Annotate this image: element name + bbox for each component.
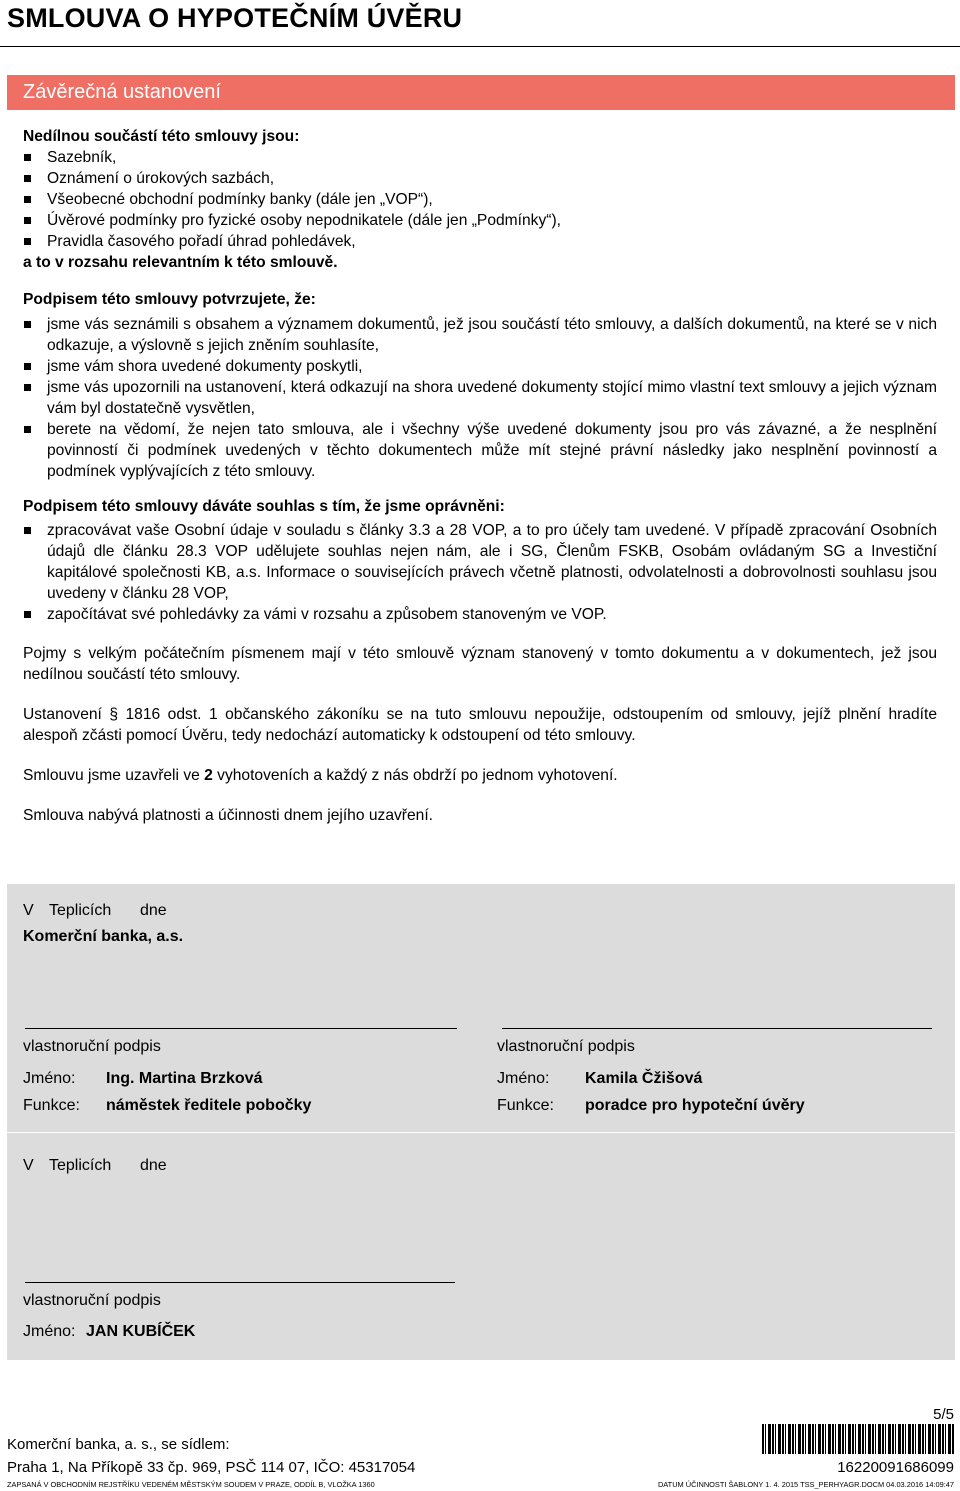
- list-item: Oznámení o úrokových sazbách,: [23, 168, 937, 189]
- template-info: DATUM ÚČINNOSTI ŠABLONY 1. 4. 2015 TSS_PERHYAGR.DOCM 04.03.2016 14:09:47: [657, 1480, 954, 1489]
- place-date-label: dne: [140, 1157, 167, 1174]
- company-seat: Komerční banka, a. s., se sídlem:: [7, 1436, 230, 1453]
- name-label-client: Jméno:: [23, 1323, 76, 1340]
- place-date-label: dne: [140, 902, 167, 919]
- signature-label-2: vlastnoruční podpis: [497, 1038, 635, 1055]
- law-paragraph: Ustanovení § 1816 odst. 1 občanského zákoníku se na tuto smlouvu nepoužije, odstoupením od smlouvy, jejíž plnění hradíte alespoň zčásti pomocí Úvěru, tedy nedochází automaticky k odstoupení od této smlouvy.: [23, 706, 937, 744]
- place-city: Teplicích: [49, 1157, 112, 1174]
- list-item: jsme vás upozornili na ustanovení, která odkazují na shora uvedené dokumenty stojící mimo vlastní text smlouvy a jejich význam vám byl dostatečně vysvětlen,: [23, 377, 937, 419]
- client-signature-box: [7, 1133, 955, 1360]
- list-item: započítávat své pohledávky za vámi v rozsahu a způsobem stanoveným ve VOP.: [23, 604, 937, 625]
- list-item: Sazebník,: [23, 147, 937, 168]
- barcode: [762, 1424, 954, 1454]
- signature-label-1: vlastnoruční podpis: [23, 1038, 161, 1055]
- list-item: zpracovávat vaše Osobní údaje v souladu s články 3.3 a 28 VOP, a to pro účely tam uvedené. V případě zpracování Osobních údajů dle článku 28.3 VOP udělujete souhlas nejen nám, ale i SG, Členům FSKB, Osobám ovládaným SG a Investiční kapitálové společnosti KB, a.s. Informace o souvisejících právech včetně platnosti, odvolatelnosti a dobrovolnosti souhlasu jsou uvedeny v článku 28 VOP,: [23, 520, 937, 604]
- page-footer: [0, 1400, 960, 1491]
- copies-paragraph: [23, 765, 937, 786]
- signer-1-function: náměstek ředitele pobočky: [106, 1097, 312, 1114]
- signature-line-1: [25, 1028, 457, 1029]
- consent-list: [23, 520, 937, 625]
- list-item: jsme vám shora uvedené dokumenty poskytli,: [23, 356, 937, 377]
- registry-note: ZAPSANÁ V OBCHODNÍM REJSTŘÍKU VEDENÉM MĚSTSKÝM SOUDEM V PRAZE, ODDÍL B, VLOŽKA 1360: [7, 1480, 375, 1489]
- section-header: Závěrečná ustanovení: [7, 75, 955, 110]
- place-v: V: [23, 1157, 34, 1174]
- list-item: Pravidla časového pořadí úhrad pohledávek,: [23, 231, 937, 252]
- name-label-1: Jméno:: [23, 1070, 76, 1087]
- copies-count: 2: [204, 767, 213, 784]
- place-city: Teplicích: [49, 902, 112, 919]
- page-number: 5/5: [933, 1406, 954, 1423]
- signer-2-function: poradce pro hypoteční úvěry: [585, 1097, 805, 1114]
- signer-1-name: Ing. Martina Brzková: [106, 1070, 263, 1087]
- validity-paragraph: Smlouva nabývá platnosti a účinnosti dnem jejího uzavření.: [23, 807, 434, 824]
- function-label-2: Funkce:: [497, 1097, 554, 1114]
- confirm-list: [23, 314, 937, 482]
- place-v: V: [23, 902, 34, 919]
- title-divider: [0, 46, 960, 47]
- list-item: Úvěrové podmínky pro fyzické osoby nepodnikatele (dále jen „Podmínky“),: [23, 210, 937, 231]
- consent-heading: Podpisem této smlouvy dáváte souhlas s tím, že jsme oprávněni:: [23, 498, 505, 515]
- copies-text-after: vyhotoveních a každý z nás obdrží po jednom vyhotovení.: [212, 767, 618, 784]
- function-label-1: Funkce:: [23, 1097, 80, 1114]
- signer-2-name: Kamila Čžišová: [585, 1070, 703, 1087]
- copies-text-before: Smlouvu jsme uzavřeli ve: [23, 767, 205, 784]
- parts-heading: Nedílnou součástí této smlouvy jsou:: [23, 128, 300, 145]
- signature-line-2: [502, 1028, 932, 1029]
- bank-name: Komerční banka, a.s.: [23, 928, 184, 945]
- document-code: 16220091686099: [837, 1459, 954, 1476]
- signature-label-client: vlastnoruční podpis: [23, 1292, 161, 1309]
- bank-signature-box: [7, 884, 955, 1132]
- signature-line-client: [25, 1282, 455, 1283]
- parts-closing: a to v rozsahu relevantním k této smlouvě.: [23, 254, 338, 271]
- list-item: jsme vás seznámili s obsahem a významem dokumentů, jež jsou součástí této smlouvy, a dalších dokumentů, na které se v nich odkazuje, a výslovně s jejich zněním souhlasíte,: [23, 314, 937, 356]
- confirm-heading: Podpisem této smlouvy potvrzujete, že:: [23, 291, 316, 308]
- document-title: SMLOUVA O HYPOTEČNÍM ÚVĚRU: [7, 3, 463, 33]
- contract-body: [23, 126, 937, 826]
- list-item: Všeobecné obchodní podmínky banky (dále jen „VOP“),: [23, 189, 937, 210]
- parts-list: [23, 147, 937, 252]
- terms-paragraph: Pojmy s velkým počátečním písmenem mají v této smlouvě význam stanovený v tomto dokumentu a v dokumentech, jež jsou nedílnou součástí této smlouvy.: [23, 645, 937, 683]
- list-item: berete na vědomí, že nejen tato smlouva, ale i všechny výše uvedené dokumenty jsou pro vás závazné, a že nesplnění povinností či podmínek uvedených v těchto dokumentech může mít stejné právní následky jako nesplnění povinností a podmínek vyplývajících z této smlouvy.: [23, 419, 937, 482]
- company-address: Praha 1, Na Příkopě 33 čp. 969, PSČ 114 07, IČO: 45317054: [7, 1459, 416, 1476]
- client-name: JAN KUBÍČEK: [86, 1323, 196, 1340]
- name-label-2: Jméno:: [497, 1070, 550, 1087]
